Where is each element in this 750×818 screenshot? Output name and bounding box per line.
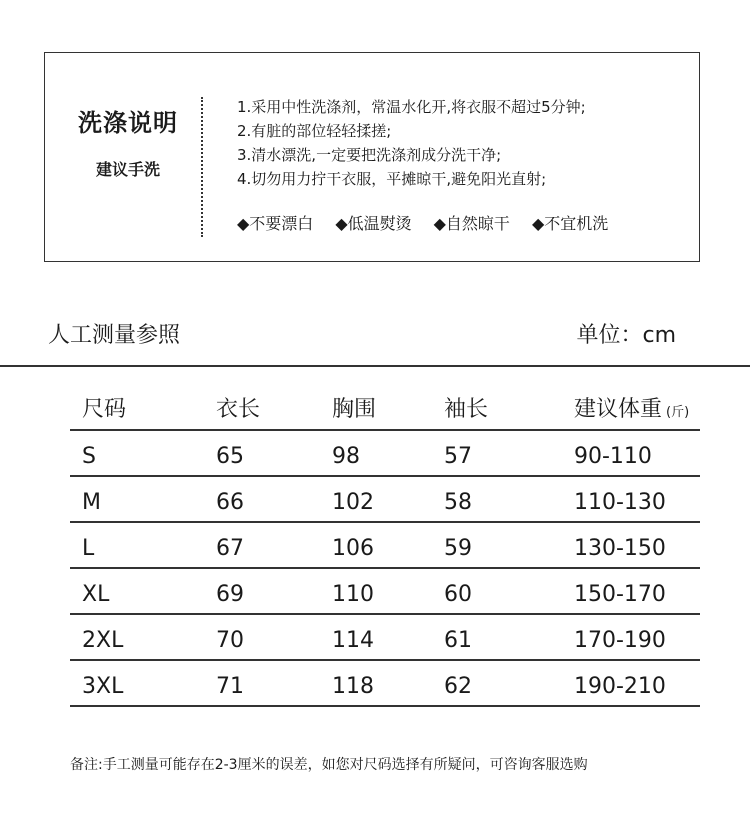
cell-chest: 118 (332, 674, 374, 699)
measure-unit: 单位：cm (576, 323, 676, 348)
cell-weight: 130-150 (574, 536, 666, 561)
cell-size: S (82, 444, 96, 469)
cell-sleeve: 59 (444, 536, 472, 561)
wash-step-2: 2.有脏的部位轻轻揉搓; (237, 122, 392, 140)
wash-step-1: 1.采用中性洗涤剂，常温水化开,将衣服不超过5分钟; (237, 98, 586, 116)
wash-step-3: 3.清水漂洗,一定要把洗涤剂成分洗干净; (237, 146, 502, 164)
header-weight (574, 392, 689, 423)
table-row (70, 523, 700, 569)
cell-chest: 102 (332, 490, 374, 515)
header-chest: 胸围 (332, 397, 377, 422)
cell-size: 2XL (82, 628, 124, 653)
divider-line (0, 365, 750, 367)
care-tags (237, 211, 608, 234)
header-length: 衣长 (216, 397, 261, 422)
cell-length: 71 (216, 674, 244, 699)
measure-title: 人工测量参照 (48, 323, 181, 348)
weight-unit: (斤) (666, 405, 690, 420)
table-row (70, 661, 700, 707)
cell-sleeve: 57 (444, 444, 472, 469)
cell-weight: 190-210 (574, 674, 666, 699)
wash-steps (237, 95, 586, 191)
header-size: 尺码 (82, 397, 127, 422)
footnote: 备注:手工测量可能存在2-3厘米的误差，如您对尺码选择有所疑问，可咨询客服选购 (70, 757, 588, 773)
cell-size: 3XL (82, 674, 124, 699)
cell-weight: 150-170 (574, 582, 666, 607)
cell-size: L (82, 536, 95, 561)
cell-length: 67 (216, 536, 244, 561)
cell-length: 65 (216, 444, 244, 469)
cell-size: M (82, 490, 101, 515)
size-table (70, 388, 700, 707)
wash-instructions-box (44, 52, 700, 262)
cell-chest: 114 (332, 628, 374, 653)
table-row (70, 431, 700, 477)
cell-chest: 106 (332, 536, 374, 561)
dotted-divider (201, 97, 203, 237)
cell-length: 66 (216, 490, 244, 515)
cell-weight: 110-130 (574, 490, 666, 515)
header-sleeve: 袖长 (444, 397, 489, 422)
table-row (70, 477, 700, 523)
care-tag-no-machine-wash: ◆不宜机洗 (531, 214, 609, 233)
header-weight-label: 建议体重 (574, 397, 663, 422)
cell-chest: 110 (332, 582, 374, 607)
wash-step-4: 4.切勿用力拧干衣服，平摊晾干,避免阳光直射; (237, 170, 547, 188)
cell-sleeve: 58 (444, 490, 472, 515)
care-tag-air-dry: ◆自然晾干 (433, 214, 510, 233)
wash-title: 洗涤说明 (78, 109, 178, 137)
table-header-row (70, 388, 700, 431)
table-row (70, 615, 700, 661)
cell-size: XL (82, 582, 110, 607)
cell-length: 69 (216, 582, 244, 607)
wash-subtitle: 建议手洗 (95, 160, 160, 179)
cell-weight: 90-110 (574, 444, 652, 469)
cell-sleeve: 60 (444, 582, 472, 607)
table-row (70, 569, 700, 615)
care-tag-low-iron: ◆低温熨烫 (335, 214, 412, 233)
cell-length: 70 (216, 628, 244, 653)
cell-chest: 98 (332, 444, 360, 469)
cell-sleeve: 62 (444, 674, 472, 699)
cell-sleeve: 61 (444, 628, 472, 653)
care-tag-no-bleach: ◆不要漂白 (237, 214, 314, 233)
cell-weight: 170-190 (574, 628, 666, 653)
